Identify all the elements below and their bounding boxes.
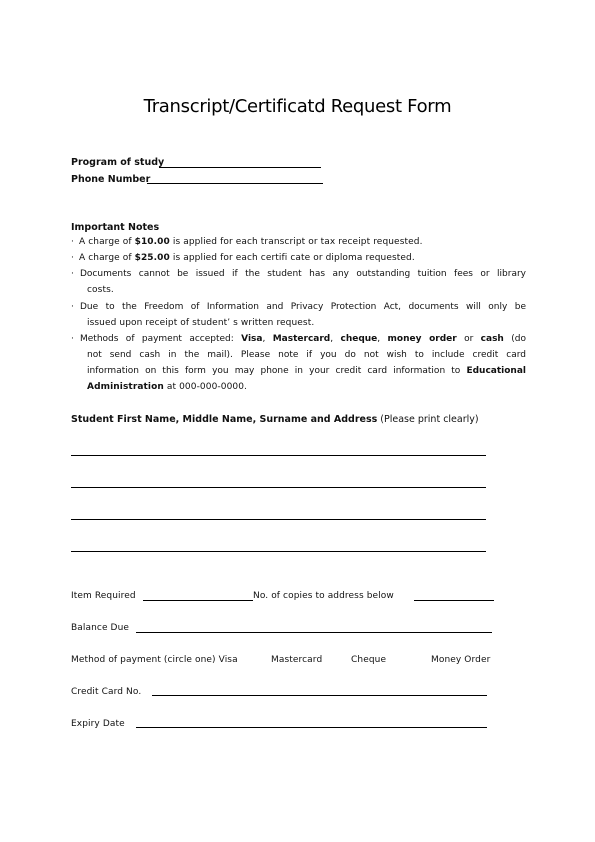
program-of-study-field[interactable] [159, 167, 321, 168]
phone-number-label: Phone Number [71, 174, 151, 185]
note-1: A charge of $10.00 is applied for each transcript or tax receipt requested. [79, 237, 423, 247]
note-bullet: · [71, 237, 74, 247]
note-3-line-2: costs. [87, 285, 114, 295]
note-5-line-1: Methods of payment accepted: Visa, Mastercard, cheque, money order or cash (do [80, 334, 526, 344]
payment-option-mastercard[interactable]: Mastercard [271, 655, 323, 665]
form-title: Transcript/Certificatd Request Form [143, 96, 452, 117]
note-bullet: · [71, 253, 74, 263]
credit-card-field[interactable] [152, 695, 487, 696]
expiry-date-field[interactable] [136, 727, 487, 728]
student-address-line-2[interactable] [71, 487, 486, 488]
expiry-date-label: Expiry Date [71, 719, 125, 729]
item-required-label: Item Required [71, 591, 136, 601]
note-5-line-4: Administration at 000-000-0000. [87, 382, 248, 392]
student-address-line-1[interactable] [71, 455, 486, 456]
copies-label: No. of copies to address below [253, 591, 394, 601]
student-address-line-3[interactable] [71, 519, 486, 520]
payment-option-money-order[interactable]: Money Order [431, 655, 491, 665]
note-3-line-1: Documents cannot be issued if the student has any outstanding tuition fees or library [80, 269, 526, 279]
note-5-line-2: not send cash in the mail). Please note if you do not wish to include credit card [87, 350, 526, 360]
item-required-field[interactable] [143, 600, 253, 601]
balance-due-label: Balance Due [71, 623, 130, 633]
phone-number-field[interactable] [147, 183, 323, 184]
note-bullet: · [71, 302, 74, 312]
note-bullet: · [71, 269, 74, 279]
note-4-line-2: issued upon receipt of student’ s written request. [87, 318, 315, 328]
student-address-line-4[interactable] [71, 551, 486, 552]
note-bullet: · [71, 334, 74, 344]
balance-due-field[interactable] [136, 632, 492, 633]
note-2: A charge of $25.00 is applied for each certifi cate or diploma requested. [79, 253, 415, 263]
important-notes-heading: Important Notes [71, 222, 160, 233]
payment-option-cheque[interactable]: Cheque [351, 655, 387, 665]
credit-card-label: Credit Card No. [71, 687, 142, 697]
note-4-line-1: Due to the Freedom of Information and Privacy Protection Act, documents will only be [80, 302, 526, 312]
payment-method-label: Method of payment (circle one) Visa [71, 655, 238, 665]
student-name-label: Student First Name, Middle Name, Surname and Address (Please print clearly) [71, 414, 479, 425]
program-of-study-label: Program of study [71, 157, 165, 168]
note-5-line-3: information on this form you may phone in your credit card information to Educational [87, 366, 526, 376]
copies-field[interactable] [414, 600, 494, 601]
